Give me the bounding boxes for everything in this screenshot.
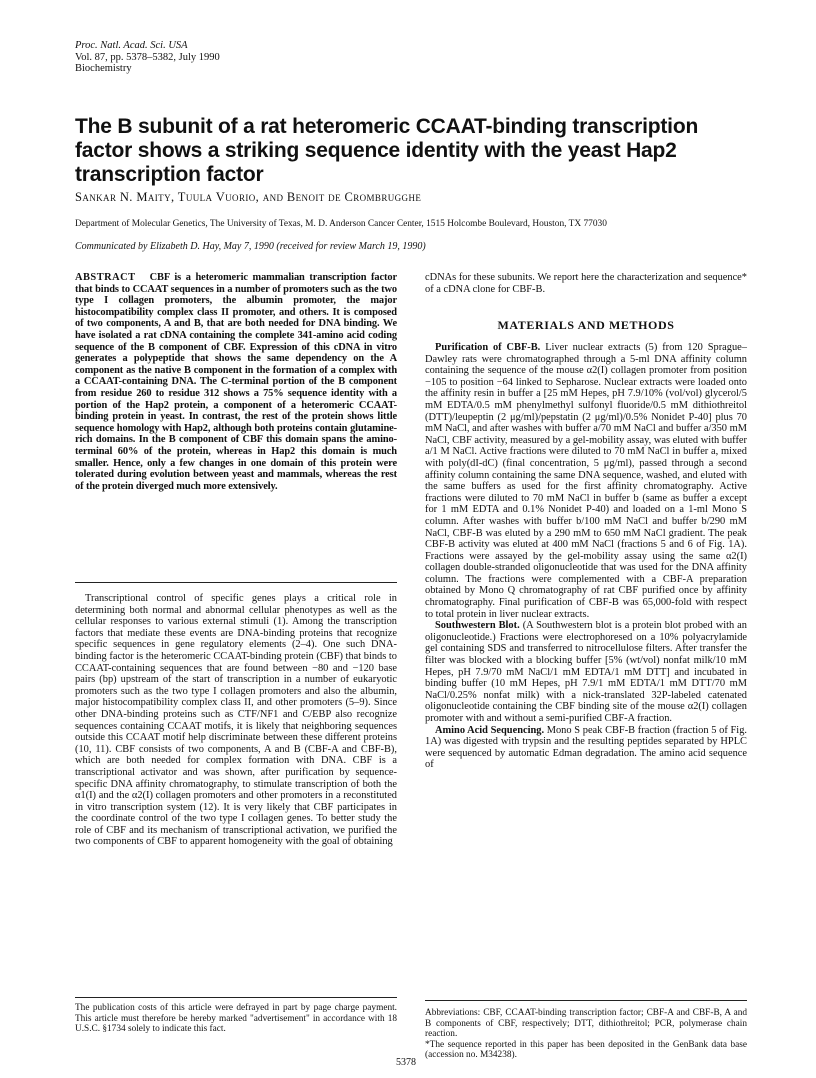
methods-subheading: Purification of CBF-B. <box>435 342 541 353</box>
genbank-footnote: *The sequence reported in this paper has been deposited in the GenBank data base (accession no. M34238). <box>425 1039 747 1061</box>
abstract <box>75 272 397 492</box>
affiliation: Department of Molecular Genetics, The University of Texas, M. D. Anderson Cancer Center, 1515 Holcombe Boulevard, Houston, TX 77030 <box>75 219 607 229</box>
methods-heading: MATERIALS AND METHODS <box>497 318 675 332</box>
methods-text: (A Southwestern blot is a protein blot probed with an oligonucleotide.) Fractions were electrophoresed on a 10% polyacrylamide gel containing SDS and transferred to nitrocellulose filters. After transfer the filter was blocked with a blocking buffer [5% (wt/vol) nonfat milk/10 mM Hepes, pH 7.9/70 mM NaCl/1 mM EDTA/1 mM DTT] and incubated in binding buffer (10 mM Hepes, pH 7.9/1 mM EDTA/1 mM DTT/70 mM NaCl/0.25% nonfat milk) with a nick-translated 32P-labeled catenated oligonucleotide containing the CBF binding site of the mouse α2(I) collagen promoter with and without a semi-purified CBF-A fraction. <box>425 620 747 724</box>
methods-paragraph-southwestern <box>425 620 747 724</box>
right-column-continuation: cDNAs for these subunits. We report here the characterization and sequence* of a cDNA clone for CBF-B. <box>425 272 747 295</box>
journal-volume: Vol. 87, pp. 5378–5382, July 1990 <box>75 51 220 63</box>
methods-text: Mono S peak CBF-B fraction (fraction 5 of Fig. 1A) was digested with trypsin and the resulting peptides separated by HPLC were sequenced by automatic Edman degradation. The amino acid sequence of <box>425 724 747 771</box>
methods-subheading: Amino Acid Sequencing. <box>435 724 545 736</box>
communicated-line: Communicated by Elizabeth D. Hay, May 7, 1990 (received for review March 19, 1990) <box>75 241 426 252</box>
journal-section: Biochemistry <box>75 63 132 74</box>
right-footnote-divider <box>425 1000 747 1001</box>
methods-paragraph-purification <box>425 342 747 620</box>
introduction <box>75 593 397 848</box>
journal-header <box>75 40 220 75</box>
intro-paragraph: Transcriptional control of specific genes plays a critical role in determining both normal and abnormal cellular phenotypes as well as the cellular responses to various external stimuli (1). Among the transcription factors that mediate these events are DNA-binding proteins that recognize specific sequences in gene regulatory elements (2–4). One such DNA-binding factor is the heteromeric CCAAT-binding protein (CBF) that binds to CCAAT-containing sequences that are found between −80 and −120 base pairs (bp) upstream of the start of transcription in a number of eukaryotic promoters such as the two type I collagen promoters and also the albumin, major histocompatibility complex class II, and other promoters (5–9). Since other DNA-binding proteins such as CTF/NF1 and C/EBP also recognize sequences containing CCAAT motifs, it is likely that neighboring sequences outside this CCAAT motif help discriminate between these different proteins (10, 11). CBF consists of two components, A and B (CBF-A and CBF-B), which are both needed for complex formation with DNA. CBF is a transcriptional activator and was shown, after purification by sequence-specific DNA affinity chromatography, to stimulate transcription of both the α1(I) and the α2(I) collagen promoters and other promoters in a reconstituted in vitro transcription system (12). It is very likely that CBF participates in the coordinate control of the two type I collagen genes. To better study the role of CBF and its mechanism of transcriptional activation, we purified the two components of CBF to apparent homogeneity with the goal of obtaining <box>75 593 397 848</box>
page-number: 5378 <box>396 1057 416 1068</box>
methods-subheading: Southwestern Blot. <box>435 620 520 632</box>
abstract-text: CBF is a heteromeric mammalian transcription factor that binds to CCAAT sequences in a number of promoters such as the two type I collagen promoters, the albumin promoter, the major histocompatibility complex class II promoter, and others. It is composed of two components, A and B, that are both needed for DNA binding. We have isolated a rat cDNA containing the complete 341-amino acid coding sequence of the B component of CBF. Expression of this cDNA in vitro generates a polypeptide that shows the same dependency on the A component as the native B component in the formation of a complex with a CCAAT-containing DNA. The C-terminal portion of the B component from residue 260 to residue 312 shows a 75% sequence identity with a portion of the Hap2 protein, a component of a heteromeric CCAAT-binding protein in yeast. In contrast, the rest of the protein shows little sequence homology with Hap2, although both proteins contain glutamine-rich domains. In the B component of CBF this domain spans the amino-terminal 60% of the protein, whereas in Hap2 this domain is much smaller. Hence, only a few changes in one domain of this protein were tolerated during evolution between yeast and mammals, whereas the rest of the protein diverged much more extensively. <box>75 272 397 492</box>
left-footnote-divider <box>75 997 397 998</box>
article-title: The B subunit of a rat heteromeric CCAAT-binding transcription factor shows a striking sequence identity with the yeast Hap2 transcription factor <box>75 115 699 186</box>
abbreviations-footnote: Abbreviations: CBF, CCAAT-binding transcription factor; CBF-A and CBF-B, A and B components of CBF, respectively; DTT, dithiothreitol; PCR, polymerase chain reaction. <box>425 1008 747 1040</box>
abstract-divider <box>75 582 397 583</box>
methods-text: Liver nuclear extracts (5) from 120 Sprague–Dawley rats were chromatographed through a 5-ml DNA affinity column containing the sequence of the mouse α2(I) collagen promoter from position −105 to position −64 linked to Sepharose. Nuclear extracts were loaded onto the affinity resin in buffer a [25 mM Hepes, pH 7.9/10% (vol/vol) glycerol/5 mM EDTA/0.5 mM phenylmethyl sulfonyl fluoride/0.5 mM dithiothreitol (DTT)/leupeptin (2 μg/ml)/pepstatin (2 μg/ml)/0.5% Nonidet P-40] plus 70 mM NaCl, and after washes with buffer a/70 mM NaCl and buffer a/350 mM NaCl, CBF activity, measured by a gel-mobility assay, was eluted with buffer a/1 M NaCl. Active fractions were diluted to 70 mM NaCl in buffer a, mixed with poly(dI-dC) (final concentration, 5 μg/ml), passed through a second affinity column containing the same DNA sequence, washed, and eluted with the same buffers as used for the first affinity chromatography. Active fractions were diluted to 70 mM NaCl in buffer b (same as buffer a except for 1 mM EDTA and 0.1% Nonidet P-40) and loaded on a 1-ml Mono S column. After washes with buffer b/100 mM NaCl and buffer b/290 mM NaCl, CBF-B was eluted by a 290 mM to 650 mM NaCl gradient. The peak CBF-B activity was eluted at 400 mM NaCl (fractions 5 and 6 of Fig. 1A). Fractions were assayed by the gel-mobility assay using the same α2(I) collagen double-stranded oligonucleotide that was used for the DNA affinity column. The fractions were complemented with a CBF-A preparation obtained by Mono Q chromatography of rat CBF purified once by affinity chromatography. Final purification of CBF-B was 65,000-fold with respect to total protein in liver nuclear extracts. <box>425 342 747 620</box>
author-list: Sankar N. Maity, Tuula Vuorio, and Benoit de Crombrugghe <box>75 190 422 204</box>
publication-cost-footnote: The publication costs of this article were defrayed in part by page charge payment. This article must therefore be hereby marked "advertisement" in accordance with 18 U.S.C. §1734 solely to indicate this fact. <box>75 1003 397 1035</box>
journal-name: Proc. Natl. Acad. Sci. USA <box>75 40 188 51</box>
methods-section <box>425 342 747 771</box>
methods-paragraph-sequencing <box>425 725 747 771</box>
right-footnotes <box>425 1008 747 1061</box>
abstract-label: ABSTRACT <box>75 272 136 283</box>
